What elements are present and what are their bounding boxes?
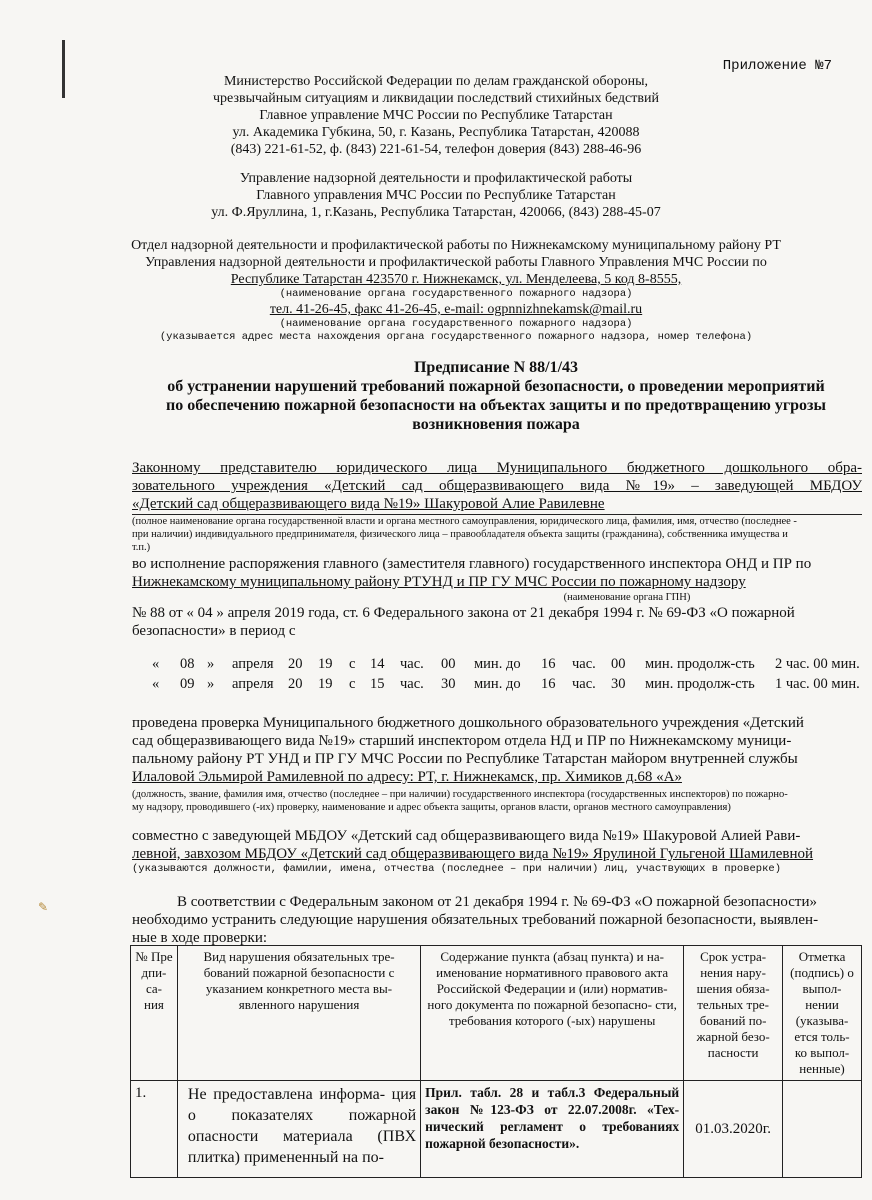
schedule-year: 19	[318, 656, 333, 672]
header-cell: Вид нарушения обязательных тре- бований пожарной безопасности с указанием конкретного места вы- явленного нарушения	[177, 946, 420, 1081]
violations-table	[130, 945, 862, 1178]
order-subtitle: по обеспечению пожарной безопасности на объектах защиты и по предотвращению угрозы	[166, 397, 826, 414]
department-line: Главного управления МЧС России по Республике Татарстан	[256, 188, 616, 203]
inspection-line: сад общеразвивающего вида №19» старший инспектором отдела НД и ПР по Нижнекамскому муници-	[132, 733, 792, 749]
office-address: Республике Татарстан 423570 г. Нижнекамск, ул. Менделеева, 5 код 8-8555,	[230, 272, 682, 287]
row-violation: Не предоставлена информа- ция о показателях пожарной опасности материала (ПВХ плитка) примененный на по-	[177, 1081, 420, 1178]
department-line: Управление надзорной деятельности и профилактической работы	[239, 171, 633, 186]
header-cell: Содержание пункта (абзац пункта) и на- именование нормативного правового акта Российской Федерации и (или) норматив- ного документа по пожарной безопасно- сти, требования которого (-ых) нарушены	[421, 946, 684, 1081]
schedule-from-hour: 15	[370, 676, 385, 692]
header-cell: Отметка (подпись) о выпол- нении (указыва- ется толь- ко выпол- ненные)	[783, 946, 862, 1081]
ministry-line: (843) 221-61-52, ф. (843) 221-61-54, телефон доверия (843) 288-46-96	[230, 142, 642, 157]
schedule-row: « 08 » апреля 20 19 с 14 час. 00 мин. до 16 час. 00 мин. продолж-сть 2 час. 00 мин.	[152, 656, 860, 672]
ministry-line: ул. Академика Губкина, 50, г. Казань, Республика Татарстан, 420088	[232, 125, 640, 140]
schedule-to-hour: 16	[541, 656, 556, 672]
order-subtitle: об устранении нарушений требований пожарной безопасности, о проведении мероприятий	[167, 378, 825, 395]
addressee-note: (полное наименование органа государственной власти и органа местного самоуправления, юридического лица, фамилия, имя, отчество (последнее -	[132, 516, 797, 527]
schedule-month: апреля	[232, 656, 274, 672]
accordance-block	[132, 893, 862, 947]
addressee-line: Законному представителю юридического лица Муниципального бюджетного дошкольного обра-	[132, 460, 862, 476]
order-subtitle: возникновения пожара	[412, 416, 580, 433]
office-note: (указывается адрес места нахождения органа государственного пожарного надзора, номер телефона)	[159, 331, 753, 343]
schedule-year: 19	[318, 676, 333, 692]
schedule-month: апреля	[232, 676, 274, 692]
inspection-line: проведена проверка Муниципального бюджетного дошкольного образовательного учреждения «Детский	[132, 715, 804, 731]
jointly-note: (указываются должности, фамилии, имена, отчества (последнее – при наличии) лиц, участвующих в проверке)	[132, 863, 782, 875]
ministry-line: Главное управление МЧС России по Республике Татарстан	[259, 108, 613, 123]
addressee-line: зовательного учреждения «Детский сад общеразвивающего вида №19» – заведующей МБДОУ	[132, 478, 862, 494]
header-cell: Срок устра- нения нару- шения обяза- тельных тре- бований по- жарной безо- пасности	[684, 946, 783, 1081]
ministry-header	[0, 73, 872, 158]
row-deadline: 01.03.2020г.	[684, 1081, 783, 1178]
inspection-line: Илаловой Эльмирой Рамилевной по адресу: РТ, г. Нижнекамск, пр. Химиков д.68 «А»	[132, 769, 682, 785]
schedule-to-min: 00	[611, 656, 626, 672]
inspection-line: пальному району РТ УНД и ПР ГУ МЧС России по Республике Татарстан майором внутренней службы	[132, 751, 798, 767]
schedule-day: 08	[180, 656, 195, 672]
jointly-line: совместно с заведующей МБДОУ «Детский сад общеразвивающего вида №19» Шакуровой Алией Рави-	[132, 828, 801, 844]
inspection-block	[132, 714, 862, 814]
schedule-row: « 09 » апреля 20 19 с 15 час. 30 мин. до 16 час. 30 мин. продолж-сть 1 час. 00 мин.	[152, 676, 860, 692]
schedule-century: 20	[288, 676, 303, 692]
jointly-block	[132, 827, 862, 876]
ministry-line: чрезвычайным ситуациям и ликвидации последствий стихийных бедствий	[213, 91, 659, 106]
addressee-block	[132, 459, 862, 554]
jointly-line: левной, завхозом МБДОУ «Детский сад общеразвивающего вида №19» Ярулиной Гульгеной Шамилевной	[132, 846, 814, 862]
department-header	[0, 170, 872, 221]
accordance-line: В соответствии с Федеральным законом от 21 декабря 1994 г. № 69-ФЗ «О пожарной безопасности»	[177, 894, 818, 910]
schedule-from-min: 00	[441, 656, 456, 672]
appendix-label: Приложение №7	[722, 58, 832, 74]
order-heading	[130, 358, 862, 434]
office-line: Отдел надзорной деятельности и профилактической работы по Нижнекамскому муниципальному району РТ	[131, 238, 781, 253]
schedule-duration: 1 час. 00 мин.	[775, 676, 860, 692]
schedule-from-min: 30	[441, 676, 456, 692]
execution-block	[132, 555, 862, 640]
addressee-note: т.п.)	[132, 542, 151, 553]
pen-mark: ✎	[38, 900, 49, 914]
row-mark	[783, 1081, 862, 1178]
execution-line: во исполнение распоряжения главного (заместителя главного) государственного инспектора ОНД и ПР по	[132, 556, 812, 572]
row-number: 1.	[131, 1081, 178, 1178]
inspection-note: му надзору, проводившего (-их) проверку, наименование и адрес объекта защиты, органов власти, органов местного самоуправления)	[132, 802, 731, 813]
table-header-row	[131, 946, 862, 1081]
schedule-day: 09	[180, 676, 195, 692]
accordance-line: ные в ходе проверки:	[132, 930, 268, 946]
schedule-to-hour: 16	[541, 676, 556, 692]
schedule-from-hour: 14	[370, 656, 385, 672]
office-note: (наименование органа государственного пожарного надзора)	[279, 288, 633, 300]
office-line: Управления надзорной деятельности и профилактической работы Главного Управления МЧС России по	[145, 255, 767, 270]
execution-line: № 88 от « 04 » апреля 2019 года, ст. 6 Федерального закона от 21 декабря 1994 г. № 69-ФЗ «О пожарной	[132, 605, 795, 621]
ministry-line: Министерство Российской Федерации по делам гражданской обороны,	[223, 74, 649, 89]
addressee-note: при наличии) индивидуального предпринимателя, физического лица – правообладателя объекта защиты (гражданина), собственника имущества и	[132, 529, 788, 540]
schedule-to-min: 30	[611, 676, 626, 692]
inspection-note: (должность, звание, фамилия имя, отчество (последнее – при наличии) государственного инспектора (государственных инспекторов) по пожарно-	[132, 789, 788, 800]
order-title: Предписание N 88/1/43	[413, 359, 579, 376]
schedule-century: 20	[288, 656, 303, 672]
header-cell: № Пре дпи- са- ния	[131, 946, 178, 1081]
office-phone: тел. 41-26-45, факс 41-26-45, e-mail: ogpnnizhnekamsk@mail.ru	[269, 302, 643, 317]
row-norm: Прил. табл. 28 и табл.3 Федеральный закон №123-ФЗ от 22.07.2008г. «Тех- нический регламент о требованиях пожарной безопасности».	[421, 1081, 684, 1178]
department-line: ул. Ф.Яруллина, 1, г.Казань, Республика Татарстан, 420066, (843) 288-45-07	[211, 205, 661, 220]
table-row	[131, 1081, 862, 1178]
accordance-line: необходимо устранить следующие нарушения обязательных требований пожарной безопасности, выявлен-	[132, 912, 819, 928]
execution-line: безопасности» в период с	[132, 623, 296, 639]
execution-note: (наименование органа ГПН)	[563, 592, 691, 603]
office-note: (наименование органа государственного пожарного надзора)	[279, 318, 633, 330]
addressee-line: «Детский сад общеразвивающего вида №19» Шакуровой Алие Равилевне	[132, 496, 605, 512]
office-header	[40, 237, 872, 344]
schedule-duration: 2 час. 00 мин.	[775, 656, 860, 672]
execution-line: Нижнекамскому муниципальному району РТУНД и ПР ГУ МЧС России по пожарному надзору	[132, 574, 746, 590]
